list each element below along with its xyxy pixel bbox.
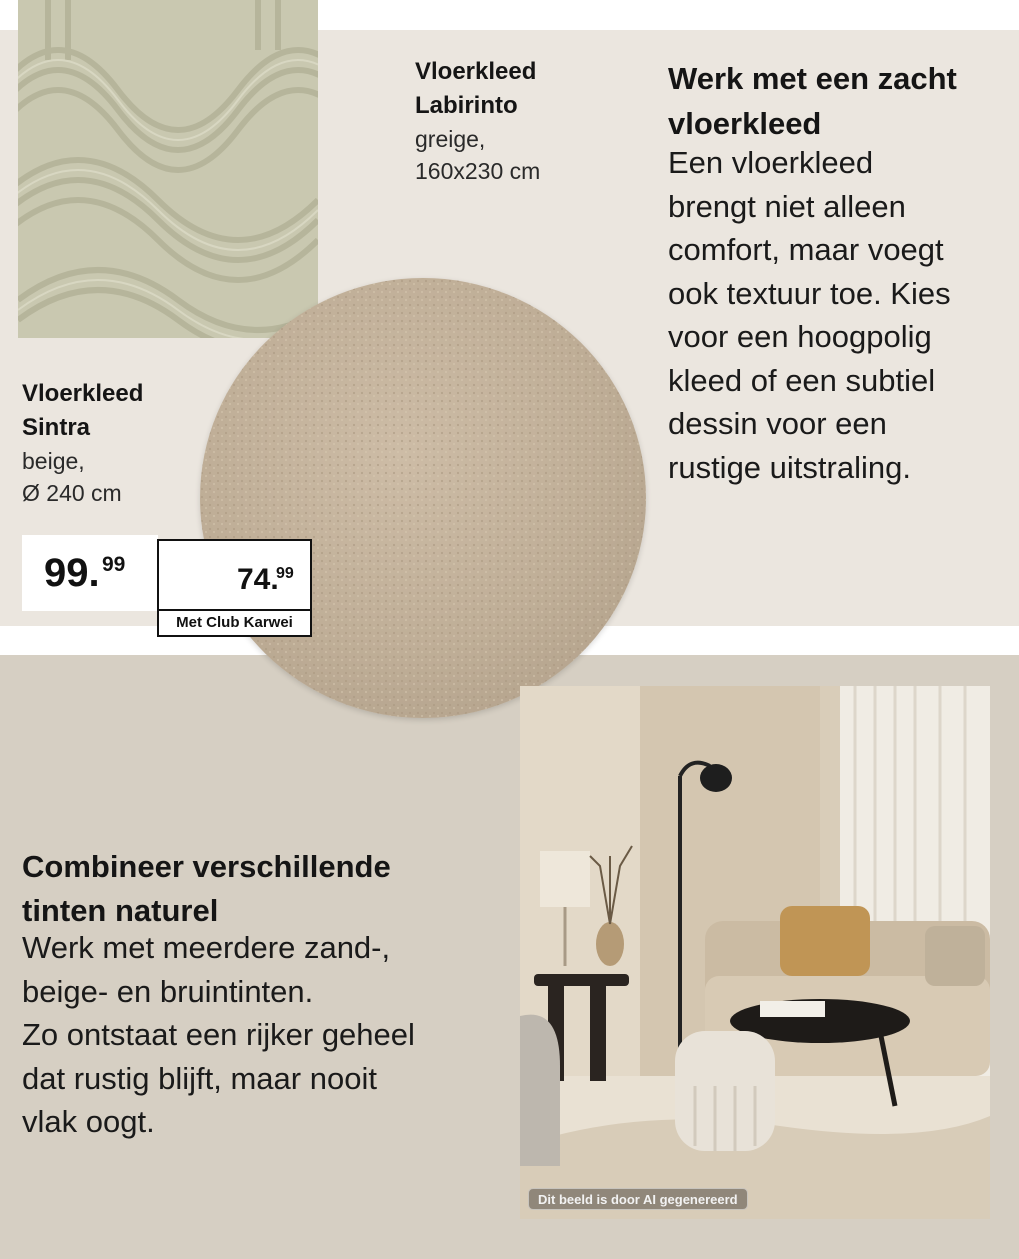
main-body-line: brengt niet alleen (668, 188, 906, 224)
main-body-line: comfort, maar voegt (668, 232, 944, 267)
section-two-body-line: beige- en bruintinten. (22, 973, 314, 1009)
club-price-cents: 99 (276, 565, 294, 582)
labirinto-name-line1: Vloerkleed (415, 58, 537, 85)
main-body-line: kleed of een subtiel (668, 362, 936, 398)
main-body-text (668, 141, 1008, 489)
regular-price-whole: 99. (44, 551, 100, 595)
regular-price-tag (22, 535, 158, 611)
regular-price-cents: 99 (102, 553, 126, 576)
sintra-spec (22, 445, 122, 509)
labirinto-size: 160x230 cm (415, 158, 541, 184)
club-price-tag (157, 539, 312, 637)
main-body-line: dessin voor een (668, 406, 887, 441)
labirinto-color: greige, (415, 126, 486, 152)
club-price-whole: 74. (237, 563, 279, 596)
section-two-body-line: Zo ontstaat een rijker geheel (22, 1017, 415, 1052)
sintra-rug-image (200, 278, 646, 718)
sintra-name-line1: Vloerkleed (22, 380, 144, 407)
club-label: Met Club Karwei (159, 609, 310, 635)
labirinto-name-line2: Labirinto (415, 92, 518, 119)
section-two-heading-line2: tinten naturel (22, 893, 219, 928)
sintra-name (22, 377, 143, 445)
main-body-line: ook textuur toe. Kies (668, 275, 951, 311)
main-body-line: Een vloerkleed (668, 145, 874, 180)
main-heading (668, 56, 1008, 146)
sintra-name-line2: Sintra (22, 414, 91, 441)
section-two-body-line: dat rustig blijft, maar nooit (22, 1060, 377, 1096)
main-body-line: voor een hoogpolig (668, 319, 932, 354)
living-room-photo (520, 686, 990, 1219)
section-two-body-line: Werk met meerdere zand-, (22, 930, 391, 965)
main-body-line: rustige uitstraling. (668, 449, 911, 485)
section-two-heading-line1: Combineer verschillende (22, 849, 391, 884)
ai-generated-notice: Dit beeld is door AI gegenereerd (528, 1188, 748, 1210)
main-heading-line2: vloerkleed (668, 106, 822, 141)
section-two-body (22, 926, 492, 1144)
labirinto-rug-image (18, 0, 318, 338)
labirinto-name (415, 55, 536, 123)
section-two-body-line: vlak oogt. (22, 1104, 155, 1139)
sintra-color: beige, (22, 448, 85, 474)
section-two-heading (22, 845, 502, 933)
labirinto-spec (415, 123, 540, 187)
main-heading-line1: Werk met een zacht (668, 61, 957, 96)
sintra-size: Ø 240 cm (22, 480, 122, 506)
